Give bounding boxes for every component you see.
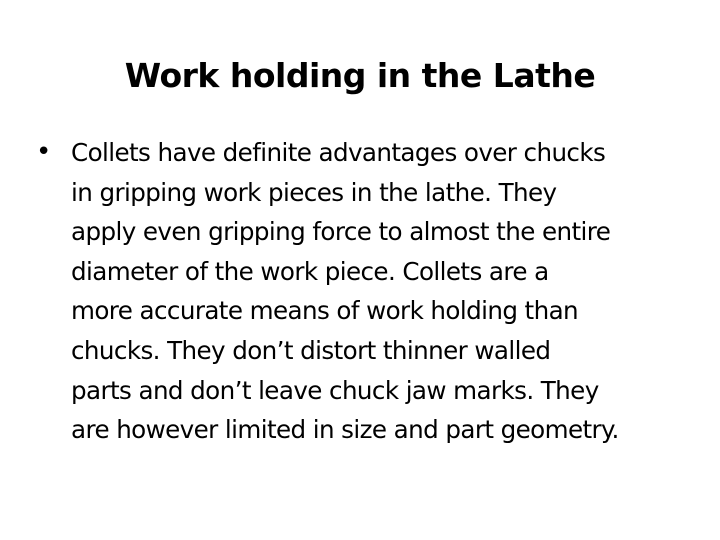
bullet-text-line: parts and don’t leave chuck jaw marks. They bbox=[71, 375, 599, 405]
bullet-text bbox=[71, 133, 708, 450]
bullet-item bbox=[36, 133, 708, 450]
bullet-text-line: apply even gripping force to almost the entire bbox=[71, 217, 611, 247]
bullet-list bbox=[36, 133, 708, 450]
bullet-text-line: more accurate means of work holding than bbox=[71, 296, 579, 326]
slide-title: Work holding in the Lathe bbox=[124, 56, 596, 95]
bullet-marker: • bbox=[36, 137, 52, 167]
bullet-text-line: are however limited in size and part geometry. bbox=[71, 415, 619, 445]
bullet-text-line: Collets have definite advantages over chucks bbox=[71, 138, 606, 167]
bullet-text-line: in gripping work pieces in the lathe. They bbox=[71, 177, 557, 207]
bullet-text-line: chucks. They don’t distort thinner walled bbox=[71, 335, 551, 365]
bullet-text-line: diameter of the work piece. Collets are a bbox=[71, 256, 549, 286]
